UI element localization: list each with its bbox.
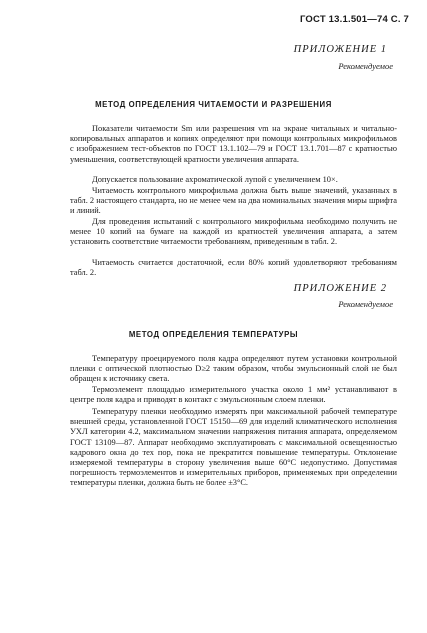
section-2-paragraph: Температуру проецируемого поля кадра определяют путем установки контрольной пленки с оптической плотностью D≥2 таким образом, чтобы эмульсионный слой не был обращен к источнику света.: [70, 354, 397, 384]
section-1-paragraph: Читаемость считается достаточной, если 80% копий удовлетворяют требованиям табл. 2.: [70, 258, 397, 278]
appendix-2-note: Рекомендуемое: [338, 299, 393, 309]
appendix-1-note: Рекомендуемое: [338, 61, 393, 71]
section-1-title: МЕТОД ОПРЕДЕЛЕНИЯ ЧИТАЕМОСТИ И РАЗРЕШЕНИЯ: [95, 100, 332, 109]
section-1-paragraph: Допускается пользование ахроматической лупой с увеличением 10×.: [92, 175, 338, 184]
section-1-paragraph: Показатели читаемости Sm или разрешения νm на экране читальных и читально-копировальных аппаратов и копиях определяют при помощи контрольных микрофильмов с изображением тест-объектов по ГОСТ 13.1.102—79 и ГОСТ 13.1.701—87 с кратностью уменьшения, соответствующей кратности увеличения аппарата.: [70, 124, 397, 164]
appendix-1-title: ПРИЛОЖЕНИЕ 1: [293, 44, 387, 55]
appendix-2-title: ПРИЛОЖЕНИЕ 2: [293, 283, 387, 294]
section-2-title: МЕТОД ОПРЕДЕЛЕНИЯ ТЕМПЕРАТУРЫ: [128, 330, 299, 339]
section-1-paragraph: Для проведения испытаний с контрольного микрофильма необходимо получить не менее 10 копий на бумаге на каждой из кратностей увеличения аппарата, а затем установить соответствие читаемости требованиям, приведенным в табл. 2.: [70, 217, 397, 247]
section-2-paragraph: Температуру пленки необходимо измерять при максимальной рабочей температуре внешней среды, установленной ГОСТ 15150—69 для изделий климатического исполнения УХЛ категории 4.2, максимальном значении напряжения питания аппарата, определяемом ГОСТ 13109—87. Аппарат необходимо эксплуатировать с максимальной освещенностью кадрового окна до тех пор, пока не прекратится повышение температуры. Отклонение измеряемой температуры в сторону увеличения выше 60°С недопустимо. Допустимая погрешность термоэлементов и измерительных приборов, применяемых при определении температуры пленки, должна быть не более ±3°С.: [70, 407, 397, 488]
section-2-paragraph: Термоэлемент площадью измерительного участка около 1 мм² устанавливают в центре поля кадра и приводят в контакт с эмульсионным слоем пленки.: [70, 385, 397, 405]
page-header: ГОСТ 13.1.501—74 С. 7: [299, 14, 409, 25]
section-1-paragraph: Читаемость контрольного микрофильма должна быть выше значений, указанных в табл. 2 настоящего стандарта, но не менее чем на два номинальных значения миры шрифта и линий.: [70, 186, 397, 216]
